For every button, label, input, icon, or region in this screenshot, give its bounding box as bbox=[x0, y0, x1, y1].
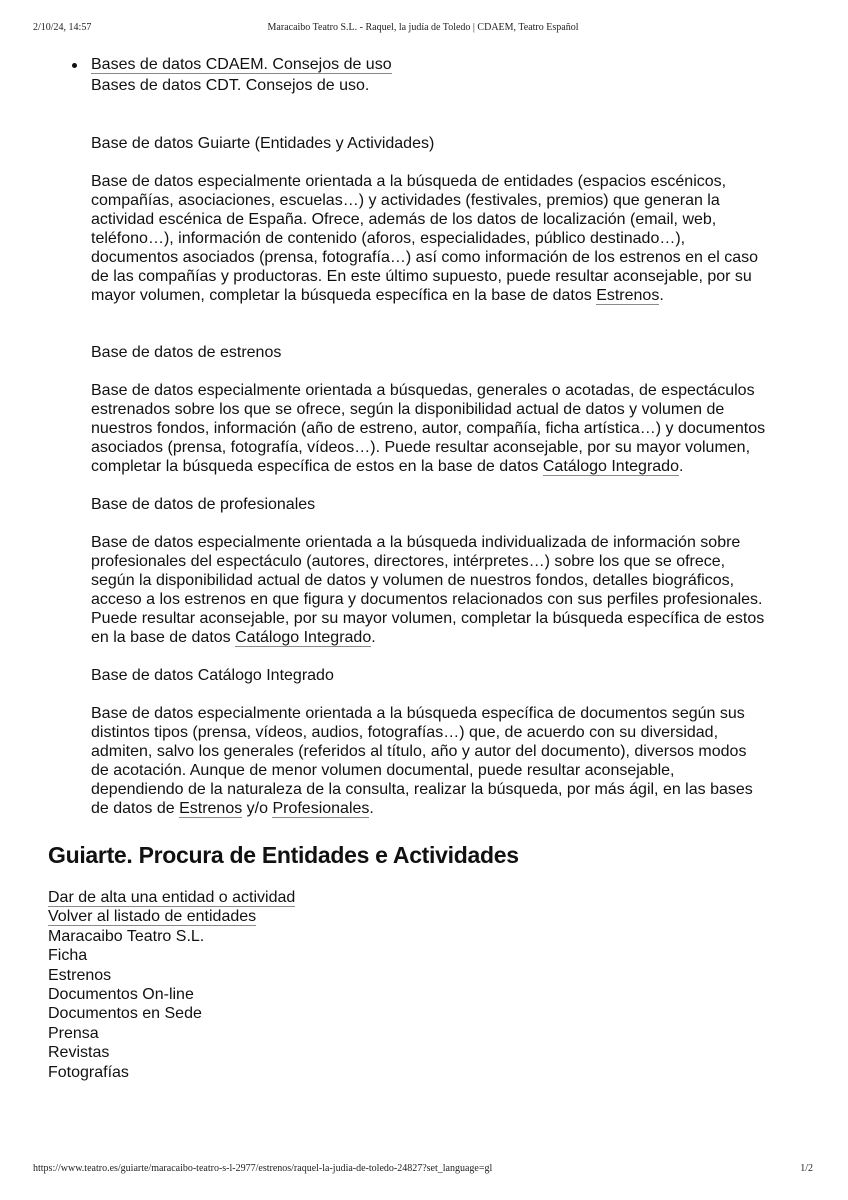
page-title: Guiarte. Procura de Entidades e Actividades bbox=[48, 842, 519, 868]
nav-item-fotografias[interactable]: Fotografías bbox=[48, 1063, 129, 1081]
nav-item-documentos-online[interactable]: Documentos On-line bbox=[48, 986, 194, 1004]
entity-name[interactable]: Maracaibo Teatro S.L. bbox=[48, 927, 205, 945]
catalogo-text: Base de datos especialmente orientada a la búsqueda específica de documentos según sus distintos tipos (prensa, vídeos, audios, fotografías…) que, de acuerdo con su diversidad, admiten, salvo los generales (referidos al título, año y autor del documento), diversos modos de acotación. Aunque de menor volumen documental, puede resultar aconsejable, dependiendo de la naturaleza de la consulta, realizar la búsqueda, por más ágil, en las bases de datos de bbox=[91, 705, 753, 817]
intro-text: Bases de datos CDT. Consejos de uso. bbox=[91, 77, 370, 94]
print-header bbox=[33, 22, 813, 33]
db-info-block bbox=[48, 76, 768, 818]
catalogo-integrado-link[interactable]: Catálogo Integrado bbox=[542, 458, 679, 475]
guiarte-text: Base de datos especialmente orientada a la búsqueda de entidades (espacios escénicos, compañías, asociaciones, escuelas…) y actividades (festivales, premios) que generan la actividad escénica de España. Ofrece, además de los datos de localización (email, web, teléfono…), información de contenido (aforos, especialidades, público destinado…), documentos asociados (prensa, fotografía…) así como información de los estrenos en el caso de las compañías y productoras. En este último supuesto, puede resultar aconsejable, por su mayor volumen, completar la búsqueda específica en la base de datos bbox=[91, 173, 759, 304]
estrenos-text: Base de datos especialmente orientada a búsquedas, generales o acotadas, de espectáculos estrenados sobre los que se ofrece, según la disponibilidad actual de datos y volumen de nuestros fondos, información (año de estreno, autor, compañía, ficha artística…) y documentos asociados (prensa, fotografía, vídeos…). Puede resultar aconsejable, por su mayor volumen, completar la búsqueda específica de estos en la base de datos bbox=[91, 382, 766, 475]
entity-nav bbox=[48, 888, 768, 1082]
estrenos-link[interactable]: Estrenos bbox=[596, 287, 660, 304]
cdaem-db-tips-link[interactable]: Bases de datos CDAEM. Consejos de uso bbox=[91, 56, 392, 73]
print-footer bbox=[33, 1163, 813, 1174]
print-page-title: Maracaibo Teatro S.L. - Raquel, la judía de Toledo | CDAEM, Teatro Español bbox=[267, 22, 579, 33]
profesionales-heading: Base de datos de profesionales bbox=[91, 496, 316, 513]
estrenos-link[interactable]: Estrenos bbox=[179, 800, 243, 817]
nav-item-prensa[interactable]: Prensa bbox=[48, 1024, 99, 1042]
nav-item-estrenos[interactable]: Estrenos bbox=[48, 966, 112, 984]
nav-item-documentos-sede[interactable]: Documentos en Sede bbox=[48, 1005, 202, 1023]
page-content bbox=[48, 55, 768, 1082]
back-to-list-link[interactable]: Volver al listado de entidades bbox=[48, 908, 257, 926]
estrenos-heading: Base de datos de estrenos bbox=[91, 344, 282, 361]
nav-item-revistas[interactable]: Revistas bbox=[48, 1044, 110, 1062]
page-number: 1/2 bbox=[800, 1163, 813, 1174]
catalogo-description: Base de datos especialmente orientada a la búsqueda específica de documentos según sus distintos tipos (prensa, vídeos, audios, fotografías…) que, de acuerdo con su diversidad, admiten, salvo los generales (referidos al título, año y autor del documento), diversos modos de acotación. Aunque de menor volumen documental, puede resultar aconsejable, dependiendo de la naturaleza de la consulta, realizar la búsqueda, por más ágil, en las bases de datos de Estrenos y/o Profesionales. bbox=[91, 705, 753, 817]
bullet-icon bbox=[72, 63, 77, 68]
catalogo-integrado-link[interactable]: Catálogo Integrado bbox=[235, 629, 372, 646]
add-entity-link[interactable]: Dar de alta una entidad o actividad bbox=[48, 889, 296, 906]
profesionales-text: Base de datos especialmente orientada a la búsqueda individualizada de información sobre profesionales del espectáculo (autores, directores, intérpretes…) sobre los que se ofrece, según la disponibilidad actual de datos y volumen de nuestros fondos, detalles biográficos, acceso a los estrenos en que figura y documentos relacionados con sus perfiles profesionales. Puede resultar aconsejable, por su mayor volumen, completar la búsqueda específica de estos en la base de datos bbox=[91, 534, 765, 646]
print-url: https://www.teatro.es/guiarte/maracaibo-teatro-s-l-2977/estrenos/raquel-la-judia-de-toledo-24827?set_language=gl bbox=[33, 1163, 493, 1174]
print-date: 2/10/24, 14:57 bbox=[33, 22, 92, 33]
nav-item-ficha[interactable]: Ficha bbox=[48, 947, 88, 965]
list-item bbox=[48, 55, 768, 74]
profesionales-description: Base de datos especialmente orientada a la búsqueda individualizada de información sobre profesionales del espectáculo (autores, directores, intérpretes…) sobre los que se ofrece, según la disponibilidad actual de datos y volumen de nuestros fondos, detalles biográficos, acceso a los estrenos en que figura y documentos relacionados con sus perfiles profesionales. Puede resultar aconsejable, por su mayor volumen, completar la búsqueda específica de estos en la base de datos Catálogo Integrado. bbox=[91, 534, 765, 646]
guiarte-heading: Base de datos Guiarte (Entidades y Actividades) bbox=[91, 135, 435, 152]
guiarte-description: Base de datos especialmente orientada a la búsqueda de entidades (espacios escénicos, compañías, asociaciones, escuelas…) y actividades (festivales, premios) que generan la actividad escénica de España. Ofrece, además de los datos de localización (email, web, teléfono…), información de contenido (aforos, especialidades, público destinado…), documentos asociados (prensa, fotografía…) así como información de los estrenos en el caso de las compañías y productoras. En este último supuesto, puede resultar aconsejable, por su mayor volumen, completar la búsqueda específica en la base de datos Estrenos. bbox=[91, 173, 759, 304]
estrenos-description: Base de datos especialmente orientada a búsquedas, generales o acotadas, de espectáculos estrenados sobre los que se ofrece, según la disponibilidad actual de datos y volumen de nuestros fondos, información (año de estreno, autor, compañía, ficha artística…) y documentos asociados (prensa, fotografía, vídeos…). Puede resultar aconsejable, por su mayor volumen, completar la búsqueda específica de estos en la base de datos Catálogo Integrado. bbox=[91, 382, 766, 475]
profesionales-link[interactable]: Profesionales bbox=[272, 800, 370, 817]
catalogo-heading: Base de datos Catálogo Integrado bbox=[91, 667, 334, 684]
